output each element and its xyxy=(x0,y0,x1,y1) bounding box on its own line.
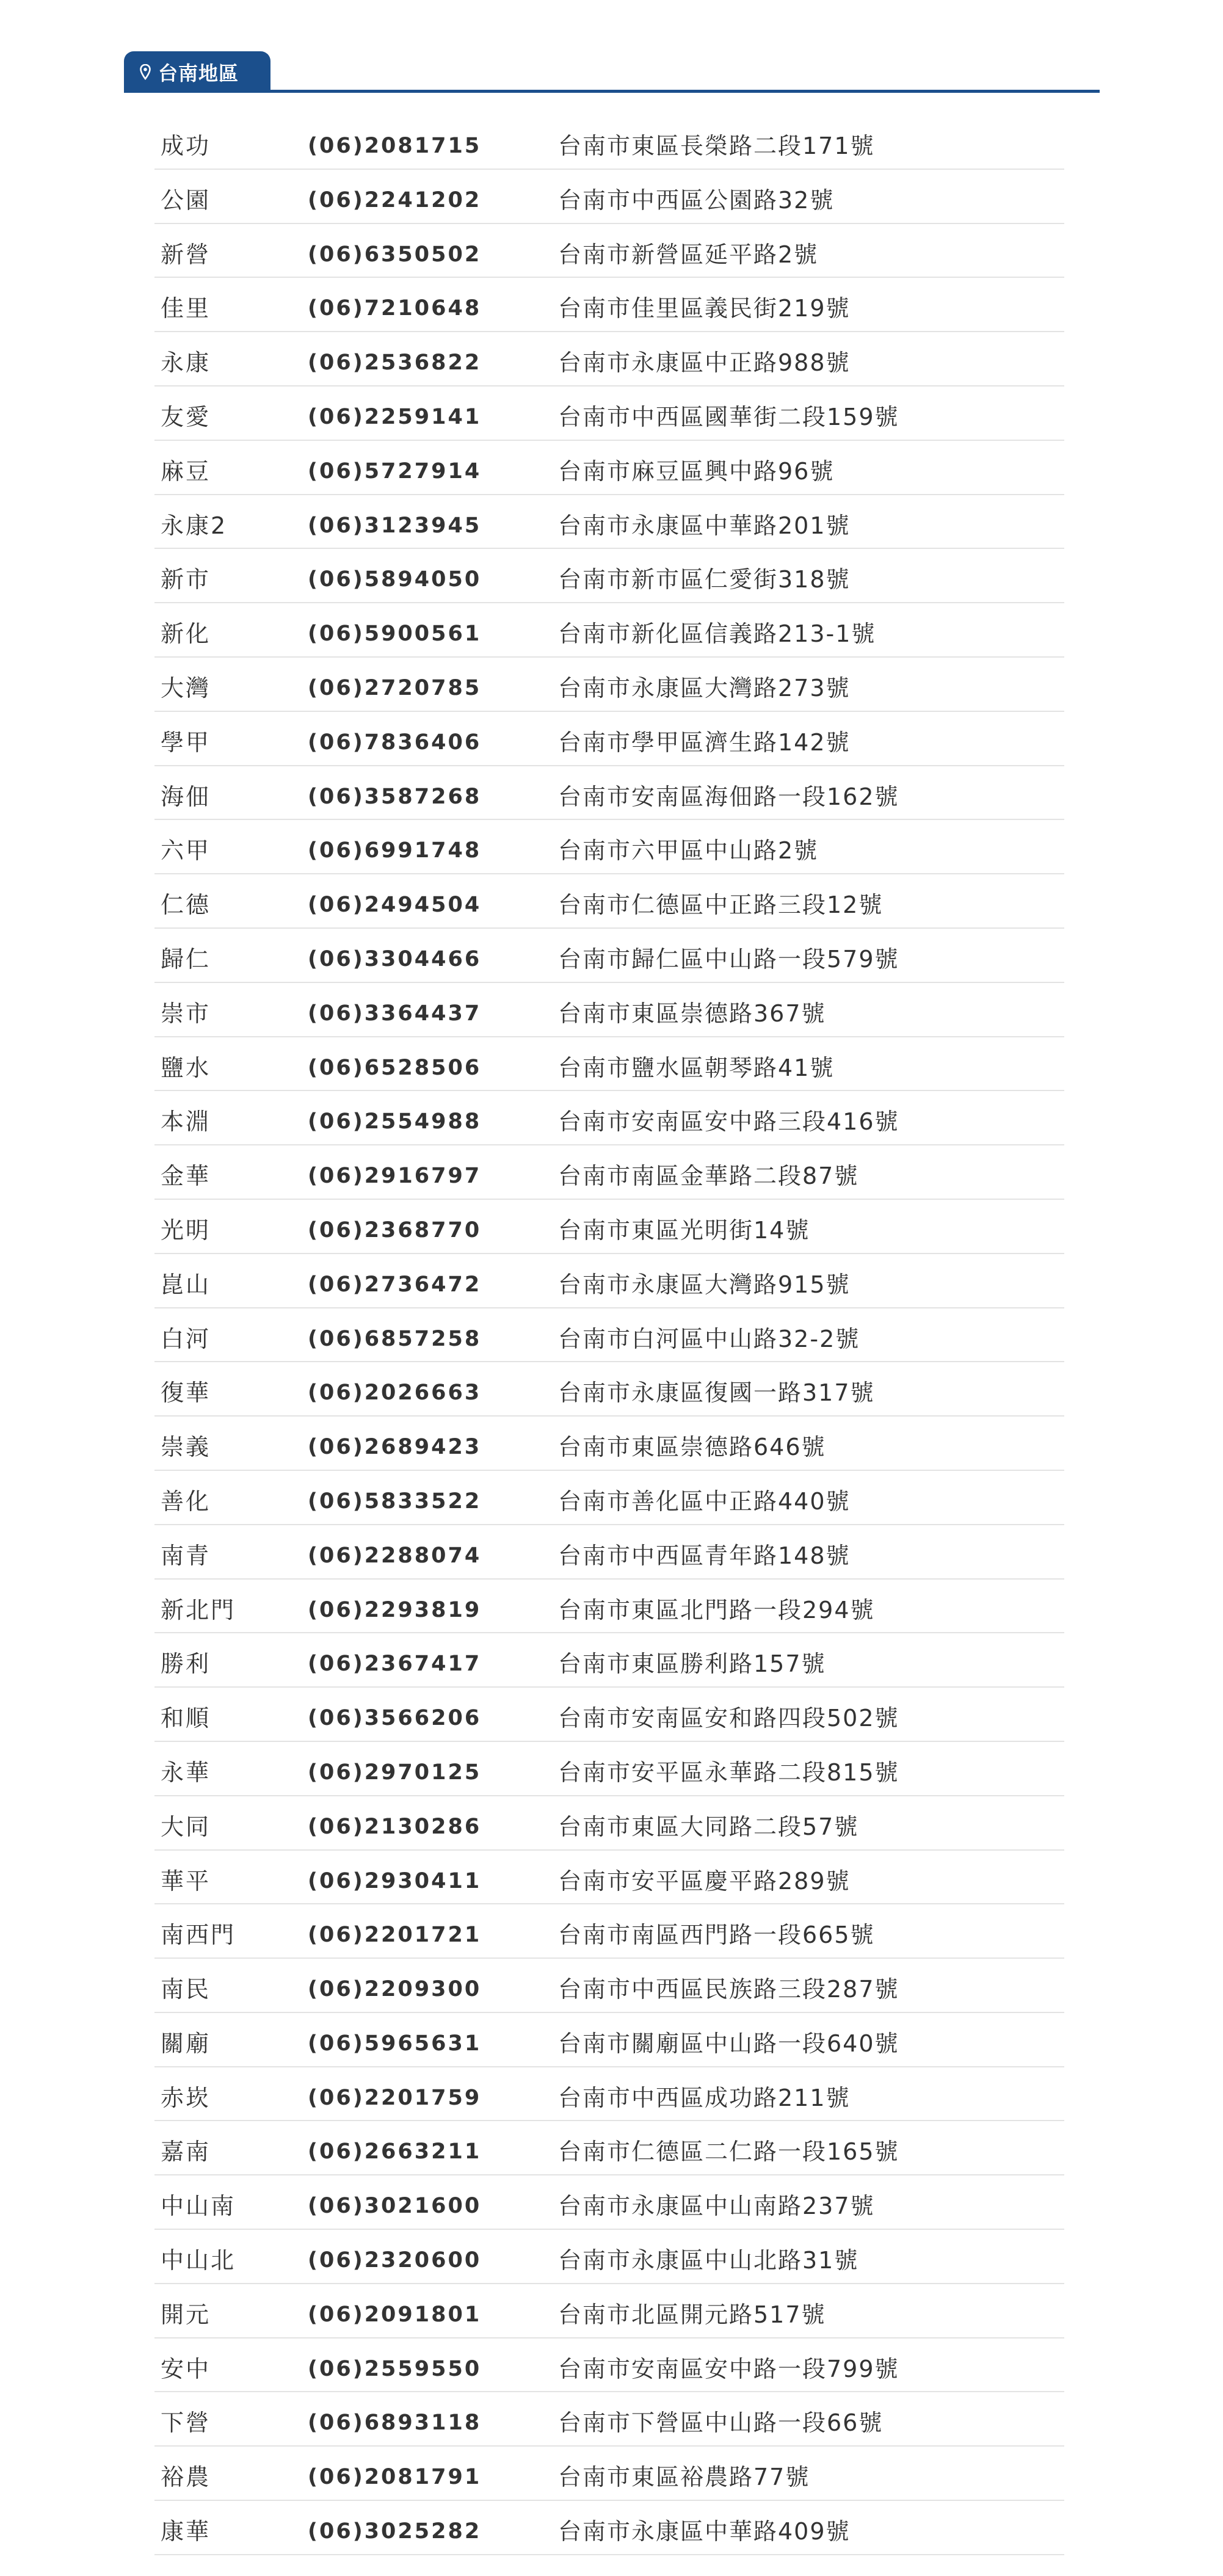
branch-list xyxy=(154,115,1064,2555)
branch-name: 下營 xyxy=(161,2409,211,2437)
branch-address: 台南市學甲區濟生路142號 xyxy=(558,728,851,756)
branch-row xyxy=(154,1254,1064,1308)
branch-phone[interactable]: (06)6350502 xyxy=(308,242,482,267)
map-pin-icon xyxy=(140,64,151,80)
branch-address: 台南市永康區中正路988號 xyxy=(558,349,851,377)
branch-phone[interactable]: (06)5894050 xyxy=(308,567,482,592)
branch-address: 台南市關廟區中山路一段640號 xyxy=(558,2030,899,2057)
branch-row xyxy=(154,549,1064,603)
branch-name: 南西門 xyxy=(161,1921,236,1949)
branch-phone[interactable]: (06)2241202 xyxy=(308,187,482,212)
branch-name: 崇市 xyxy=(161,1000,211,1027)
branch-row xyxy=(154,2501,1064,2555)
branch-phone[interactable]: (06)2367417 xyxy=(308,1652,482,1677)
branch-row xyxy=(154,658,1064,712)
branch-address: 台南市東區崇德路646號 xyxy=(558,1434,826,1461)
branch-address: 台南市永康區復國一路317號 xyxy=(558,1379,875,1407)
branch-phone[interactable]: (06)3566206 xyxy=(308,1706,482,1731)
branch-address: 台南市永康區大灣路915號 xyxy=(558,1271,851,1298)
branch-row xyxy=(154,2121,1064,2175)
branch-phone[interactable]: (06)3587268 xyxy=(308,784,482,809)
region-tab[interactable] xyxy=(124,51,270,93)
branch-name: 關廟 xyxy=(161,2030,211,2057)
branch-address: 台南市新市區仁愛街318號 xyxy=(558,566,851,593)
branch-phone[interactable]: (06)2130286 xyxy=(308,1814,482,1839)
branch-address: 台南市中西區青年路148號 xyxy=(558,1542,851,1569)
branch-row xyxy=(154,170,1064,224)
branch-phone[interactable]: (06)5833522 xyxy=(308,1489,482,1514)
branch-row xyxy=(154,983,1064,1037)
branch-name: 歸仁 xyxy=(161,945,211,973)
branch-address: 台南市中西區成功路211號 xyxy=(558,2084,851,2111)
branch-row xyxy=(154,1688,1064,1742)
branch-phone[interactable]: (06)6528506 xyxy=(308,1055,482,1080)
branch-phone[interactable]: (06)3304466 xyxy=(308,946,482,971)
branch-address: 台南市安南區安和路四段502號 xyxy=(558,1705,899,1732)
branch-row xyxy=(154,1091,1064,1145)
region-title: 台南地區 xyxy=(158,62,239,85)
branch-row xyxy=(154,2175,1064,2230)
branch-phone[interactable]: (06)2494504 xyxy=(308,893,482,918)
branch-name: 中山南 xyxy=(161,2193,236,2220)
branch-row xyxy=(154,1580,1064,1634)
branch-address: 台南市東區裕農路77號 xyxy=(558,2464,810,2491)
branch-name: 南民 xyxy=(161,1976,211,2003)
branch-address: 台南市安平區永華路二段815號 xyxy=(558,1758,899,1786)
branch-phone[interactable]: (06)2970125 xyxy=(308,1760,482,1785)
branch-name: 光明 xyxy=(161,1216,211,1244)
branch-row xyxy=(154,2392,1064,2447)
branch-phone[interactable]: (06)2026663 xyxy=(308,1381,482,1406)
branch-row xyxy=(154,115,1064,170)
branch-phone[interactable]: (06)2209300 xyxy=(308,1977,482,2002)
branch-row xyxy=(154,1308,1064,1363)
branch-address: 台南市歸仁區中山路一段579號 xyxy=(558,945,899,973)
branch-row xyxy=(154,1200,1064,1254)
branch-address: 台南市永康區中華路201號 xyxy=(558,512,851,539)
branch-name: 勝利 xyxy=(161,1650,211,1678)
branch-phone[interactable]: (06)2736472 xyxy=(308,1272,482,1297)
branch-phone[interactable]: (06)2720785 xyxy=(308,675,482,700)
branch-address: 台南市安平區慶平路289號 xyxy=(558,1867,851,1895)
branch-phone[interactable]: (06)2536822 xyxy=(308,350,482,376)
branch-address: 台南市東區長榮路二段171號 xyxy=(558,132,875,159)
branch-name: 崇義 xyxy=(161,1434,211,1461)
branch-name: 善化 xyxy=(161,1487,211,1515)
branch-name: 南青 xyxy=(161,1542,211,1569)
branch-name: 海佃 xyxy=(161,783,211,810)
branch-row xyxy=(154,712,1064,766)
branch-address: 台南市南區西門路一段665號 xyxy=(558,1921,875,1949)
branch-phone[interactable]: (06)5727914 xyxy=(308,459,482,484)
branch-row xyxy=(154,441,1064,495)
branch-row xyxy=(154,332,1064,386)
branch-phone[interactable]: (06)2663211 xyxy=(308,2139,482,2164)
branch-phone[interactable]: (06)2320600 xyxy=(308,2248,482,2273)
branch-address: 台南市永康區大灣路273號 xyxy=(558,674,851,702)
branch-name: 康華 xyxy=(161,2518,211,2545)
branch-phone[interactable]: (06)7836406 xyxy=(308,730,482,755)
branch-name: 新營 xyxy=(161,241,211,268)
branch-address: 台南市佳里區義民街219號 xyxy=(558,295,851,322)
branch-name: 和順 xyxy=(161,1705,211,1732)
branch-phone[interactable]: (06)6857258 xyxy=(308,1326,482,1351)
branch-name: 裕農 xyxy=(161,2464,211,2491)
branch-address: 台南市永康區中山南路237號 xyxy=(558,2193,875,2220)
branch-address: 台南市鹽水區朝琴路41號 xyxy=(558,1054,835,1081)
branch-phone[interactable]: (06)2201721 xyxy=(308,1923,482,1948)
branch-row xyxy=(154,1904,1064,1959)
branch-phone[interactable]: (06)6991748 xyxy=(308,838,482,863)
branch-row xyxy=(154,1959,1064,2013)
branch-row xyxy=(154,2284,1064,2338)
branch-row xyxy=(154,1417,1064,1471)
branch-address: 台南市永康區中山北路31號 xyxy=(558,2247,859,2274)
branch-row xyxy=(154,766,1064,821)
branch-row xyxy=(154,278,1064,332)
branch-row xyxy=(154,224,1064,278)
branch-phone[interactable]: (06)2091801 xyxy=(308,2302,482,2327)
branch-name: 公園 xyxy=(161,186,211,214)
branch-name: 安中 xyxy=(161,2355,211,2382)
branch-phone[interactable]: (06)2288074 xyxy=(308,1543,482,1568)
branch-phone[interactable]: (06)3123945 xyxy=(308,513,482,538)
branch-phone[interactable]: (06)2293819 xyxy=(308,1597,482,1622)
branch-address: 台南市中西區公園路32號 xyxy=(558,186,835,214)
branch-name: 成功 xyxy=(161,132,211,159)
branch-address: 台南市南區金華路二段87號 xyxy=(558,1163,859,1190)
branch-address: 台南市仁德區二仁路一段165號 xyxy=(558,2138,899,2166)
branch-row xyxy=(154,1145,1064,1200)
branch-name: 學甲 xyxy=(161,728,211,756)
branch-name: 開元 xyxy=(161,2301,211,2328)
branch-address: 台南市北區開元路517號 xyxy=(558,2301,826,2328)
branch-phone[interactable]: (06)2081715 xyxy=(308,134,482,158)
branch-name: 嘉南 xyxy=(161,2138,211,2166)
branch-row xyxy=(154,1471,1064,1525)
branch-address: 台南市東區勝利路157號 xyxy=(558,1650,826,1678)
branch-row xyxy=(154,495,1064,550)
branch-address: 台南市白河區中山路32-2號 xyxy=(558,1325,860,1352)
branch-name: 新北門 xyxy=(161,1596,236,1624)
branch-row xyxy=(154,386,1064,441)
branch-name: 復華 xyxy=(161,1379,211,1407)
branch-name: 鹽水 xyxy=(161,1054,211,1081)
branch-name: 本淵 xyxy=(161,1108,211,1136)
branch-name: 永康 xyxy=(161,349,211,377)
branch-address: 台南市六甲區中山路2號 xyxy=(558,837,819,865)
branch-phone[interactable]: (06)5965631 xyxy=(308,2031,482,2056)
branch-phone[interactable]: (06)2201759 xyxy=(308,2085,482,2110)
branch-row xyxy=(154,2447,1064,2501)
branch-name: 中山北 xyxy=(161,2247,236,2274)
branch-phone[interactable]: (06)3025282 xyxy=(308,2519,482,2544)
branch-row xyxy=(154,1796,1064,1851)
branch-name: 六甲 xyxy=(161,837,211,865)
branch-name: 赤崁 xyxy=(161,2084,211,2111)
branch-row xyxy=(154,820,1064,874)
branch-address: 台南市東區大同路二段57號 xyxy=(558,1813,859,1840)
branch-address: 台南市下營區中山路一段66號 xyxy=(558,2409,884,2437)
branch-name: 仁德 xyxy=(161,891,211,919)
branch-phone[interactable]: (06)2930411 xyxy=(308,1868,482,1893)
branch-address: 台南市永康區中華路409號 xyxy=(558,2518,851,2545)
branch-address: 台南市中西區國華街二段159號 xyxy=(558,403,899,430)
branch-phone[interactable]: (06)3021600 xyxy=(308,2194,482,2219)
branch-name: 佳里 xyxy=(161,295,211,322)
branch-name: 友愛 xyxy=(161,403,211,430)
branch-phone[interactable]: (06)2081791 xyxy=(308,2465,482,2490)
branch-phone[interactable]: (06)7210648 xyxy=(308,296,482,321)
branch-address: 台南市仁德區中正路三段12號 xyxy=(558,891,884,919)
branch-phone[interactable]: (06)2559550 xyxy=(308,2356,482,2381)
branch-address: 台南市新營區延平路2號 xyxy=(558,241,819,268)
branch-phone[interactable]: (06)2554988 xyxy=(308,1109,482,1134)
branch-phone[interactable]: (06)2368770 xyxy=(308,1217,482,1243)
branch-address: 台南市中西區民族路三段287號 xyxy=(558,1976,899,2003)
branch-name: 新化 xyxy=(161,620,211,648)
branch-name: 大灣 xyxy=(161,674,211,702)
branch-name: 永康2 xyxy=(161,512,228,539)
branch-phone[interactable]: (06)5900561 xyxy=(308,622,482,647)
branch-row xyxy=(154,2013,1064,2067)
branch-row xyxy=(154,1362,1064,1417)
branch-row xyxy=(154,874,1064,929)
branch-name: 大同 xyxy=(161,1813,211,1840)
branch-name: 新市 xyxy=(161,566,211,593)
branch-address: 台南市善化區中正路440號 xyxy=(558,1487,851,1515)
branch-address: 台南市安南區安中路一段799號 xyxy=(558,2355,899,2382)
branch-row xyxy=(154,603,1064,658)
branch-row xyxy=(154,2338,1064,2393)
region-header xyxy=(124,51,1100,93)
branch-address: 台南市安南區安中路三段416號 xyxy=(558,1108,899,1136)
branch-name: 白河 xyxy=(161,1325,211,1352)
branch-phone[interactable]: (06)3364437 xyxy=(308,1001,482,1026)
branch-address: 台南市新化區信義路213-1號 xyxy=(558,620,876,648)
branch-name: 永華 xyxy=(161,1758,211,1786)
branch-row xyxy=(154,2067,1064,2122)
branch-row xyxy=(154,1851,1064,1905)
branch-row xyxy=(154,929,1064,983)
branch-row xyxy=(154,1633,1064,1688)
branch-phone[interactable]: (06)6893118 xyxy=(308,2411,482,2436)
branch-phone[interactable]: (06)2689423 xyxy=(308,1435,482,1460)
branch-address: 台南市東區崇德路367號 xyxy=(558,1000,826,1027)
branch-name: 華平 xyxy=(161,1867,211,1895)
branch-name: 崑山 xyxy=(161,1271,211,1298)
branch-address: 台南市東區光明街14號 xyxy=(558,1216,810,1244)
branch-phone[interactable]: (06)2259141 xyxy=(308,404,482,429)
branch-row xyxy=(154,1525,1064,1580)
branch-address: 台南市安南區海佃路一段162號 xyxy=(558,783,899,810)
branch-name: 麻豆 xyxy=(161,457,211,485)
branch-address: 台南市麻豆區興中路96號 xyxy=(558,457,835,485)
branch-row xyxy=(154,1037,1064,1092)
branch-row xyxy=(154,2230,1064,2284)
branch-row xyxy=(154,1742,1064,1796)
branch-address: 台南市東區北門路一段294號 xyxy=(558,1596,875,1624)
branch-name: 金華 xyxy=(161,1163,211,1190)
branch-phone[interactable]: (06)2916797 xyxy=(308,1164,482,1189)
